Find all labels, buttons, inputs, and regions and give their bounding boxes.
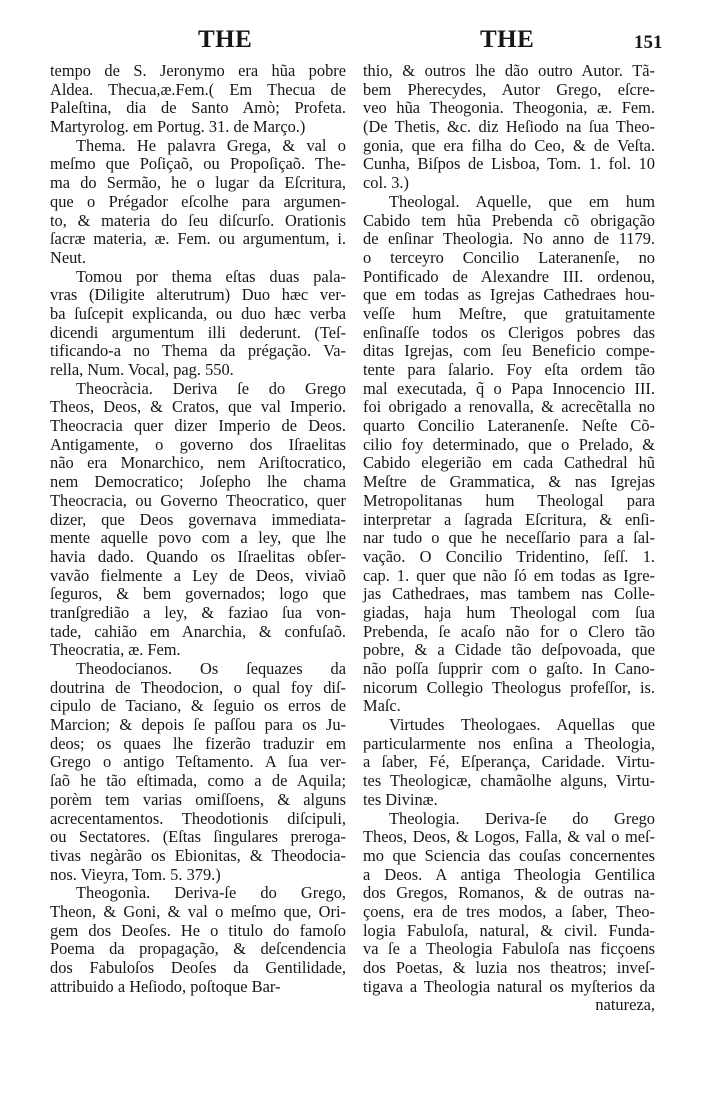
- text-line: Theon, & Goni, & val o meſmo que, Ori-: [50, 901, 346, 921]
- text-line: não era Monarchico, nem Ariſtocratico,: [50, 453, 346, 473]
- text-line: acrecentamentos. Theodotionis diſcipuli,: [50, 808, 346, 828]
- text-line: Metropolitanas hum Theologal para: [363, 490, 655, 510]
- text-line: ſacræ materia, æ. Fem. ou argumentum, i.: [50, 229, 346, 249]
- text-line: giadas, haja hum Theologal com ſua: [363, 602, 655, 622]
- text-line: va ſe a Theologia Fabuloſa nas ficçoens: [363, 939, 655, 959]
- text-line: nicorum Collegio Theologus profeſſor, is.: [363, 677, 655, 697]
- text-line: Marcion; & depois ſe paſſou para os Ju-: [50, 715, 346, 735]
- text-line: cap. 1. quer que não ſó em todas as Igre-: [363, 565, 655, 585]
- text-line: dicendi argumentum illi dederunt. (Teſ-: [50, 322, 346, 342]
- text-line: foi obrigado a renovalla, & acrecẽtalla no: [363, 397, 655, 417]
- text-line: ma do Sermão, he o lugar da Eſcritura,: [50, 173, 346, 193]
- text-line: que o Prégador eſcolhe para argumen-: [50, 191, 346, 211]
- text-line: cipulo de Taciano, & ſeguio os erros de: [50, 696, 346, 716]
- text-line: (De Thetis, &c. diz Heſiodo na ſua Theo-: [363, 117, 655, 137]
- text-line: Theocracia, ou Governo Theocratico, quer: [50, 490, 346, 510]
- text-line: mal executada, q̃ o Papa Innocencio III.: [363, 378, 655, 398]
- text-line: Theogonìa. Deriva-ſe do Grego,: [76, 883, 346, 903]
- text-line: Grego o antigo Teſtamento. A ſua ver-: [50, 752, 346, 772]
- text-line: não poſſa ſupprir com o gaſto. In Cano-: [363, 659, 655, 678]
- text-line: Theodocianos. Os ſequazes da: [76, 659, 346, 678]
- text-line: nem Democratico; Joſepho lhe chama: [50, 472, 346, 492]
- text-line: Theologia. Deriva-ſe do Grego: [389, 808, 655, 828]
- text-line: gem dos Deoſes. He o titulo do famoſo: [50, 920, 346, 940]
- text-line: veo hũa Theogonia. Theogonia, æ. Fem.: [363, 98, 655, 118]
- text-line: tivas negàrão os Ebionitas, & Theodocia-: [50, 845, 346, 865]
- text-line: Tomou por thema eſtas duas pala-: [76, 266, 346, 286]
- running-head-left: THE: [198, 26, 253, 53]
- text-line: jas Cathedraes, mas tambem nas Colle-: [363, 584, 655, 604]
- text-line: mo que Sciencia das couſas concernentes: [363, 845, 655, 865]
- text-line: nos. Vieyra, Tom. 5. 379.): [50, 864, 221, 884]
- text-line: tificando-a no Thema da prégação. Va-: [50, 341, 346, 361]
- text-line: veſſe hum Meſtre, que gratuitamente: [363, 303, 655, 323]
- text-line: ba ſuſcepit explicanda, ou duo hæc verba: [50, 303, 346, 323]
- text-line: Martyrolog. em Portug. 31. de Março.): [50, 117, 306, 137]
- text-line: Aldea. Thecua,æ.Fem.( Em Thecua de: [50, 79, 346, 99]
- text-line: Theocràcia. Deriva ſe do Grego: [76, 378, 346, 398]
- page-number: 151: [634, 32, 663, 53]
- text-line: meſmo que Poſiçaõ, ou Propoſiçaõ. The-: [50, 154, 346, 174]
- text-line: de enſinar Theologia. No anno de 1179.: [363, 229, 655, 249]
- text-line: particularmente nos enſina a Theologia,: [363, 733, 655, 753]
- text-line: tigava a Theologia natural os myſterios da: [363, 976, 655, 996]
- text-line: a Deos. A antiga Theologia Gentilica: [363, 864, 655, 884]
- text-line: col. 3.): [363, 173, 409, 193]
- text-line: pobre, & a Cidade tão deſpovoada, que: [363, 640, 655, 660]
- text-line: dos Gregos, Romanos, & de outras na-: [363, 883, 655, 903]
- text-line: interpretar a ſagrada Eſcritura, & enſi-: [363, 509, 655, 529]
- text-line: tente para ſalario. Foy eſta ordem tão: [363, 360, 655, 379]
- text-line: ou Sectatores. (Eſtas ſingulares preroga-: [50, 827, 346, 847]
- text-line: mente aquelle povo com a ley, que lhe: [50, 528, 346, 548]
- text-line: Theologal. Aquelle, que em hum: [389, 191, 655, 211]
- text-line: tranſgredião a ley, & faziao ſua von-: [50, 602, 346, 622]
- text-line: tempo de S. Jeronymo era hũa pobre: [50, 61, 346, 80]
- text-line: Meſtre de Grammatica, & nas Igrejas: [363, 472, 655, 492]
- text-line: nar tudo o que he neceſſario para a ſal-: [363, 528, 655, 548]
- text-line: thio, & outros lhe dão outro Autor. Tã-: [363, 61, 655, 80]
- text-line: Cunha, Biſpos de Lisboa, Tom. 1. fol. 10: [363, 154, 655, 174]
- text-line: bem Pherecydes, Autor Grego, eſcre-: [363, 79, 655, 99]
- text-line: porèm tem varias omiſſoens, & alguns: [50, 789, 346, 809]
- text-line: vação. O Concilio Tridentino, ſeſſ. 1.: [363, 546, 655, 566]
- text-line: a ſaber, Fé, Eſperança, Caridade. Virtu-: [363, 752, 655, 772]
- text-line: cilio foy determinado, que o Prelado, &: [363, 434, 655, 454]
- text-line: Theocratia, æ. Fem.: [50, 640, 181, 660]
- right-column: [363, 62, 655, 1015]
- text-line: Antigamente, o governo dos Iſraelitas: [50, 434, 346, 454]
- text-line: havia dado. Quando os Iſraelitas obſer-: [50, 546, 346, 566]
- text-line: dizer, que Deos governava immediata-: [50, 509, 346, 529]
- text-line: Cabido elegerião em cada Cathedral hũ: [363, 453, 655, 473]
- text-line: tade, cahião em Anarchia, & confuſaõ.: [50, 621, 346, 641]
- text-line: to, & materia do ſeu diſcurſo. Orationis: [50, 210, 346, 230]
- text-line: Theocracia quer dizer Imperio de Deos.: [50, 416, 346, 436]
- text-line: doutrina de Theodocion, o qual foy diſ-: [50, 677, 346, 697]
- text-line: deos; os quaes lhe fizerão traduzir em: [50, 733, 346, 753]
- text-line: ditas Igrejas, com ſeu Beneficio compe-: [363, 341, 655, 361]
- text-line: tes Divinæ.: [363, 789, 438, 809]
- text-line: Pontificado de Alexandre III. ordenou,: [363, 266, 655, 286]
- left-column: [50, 62, 346, 996]
- text-line: Paleſtina, dia de Santo Amò; Profeta.: [50, 98, 346, 118]
- text-line: vavão fielmente a Ley de Deos, viviaõ: [50, 565, 346, 585]
- text-line: natureza,: [595, 995, 655, 1015]
- text-line: o terceyro Concilio Lateranenſe, no: [363, 247, 655, 267]
- text-line: Cabido tem hũa Prebenda cõ obrigação: [363, 210, 655, 230]
- text-line: rella, Num. Vocal, pag. 550.: [50, 360, 234, 379]
- text-line: Theos, Deos, & Cratos, que val Imperio.: [50, 397, 346, 417]
- text-line: çoens, era de tres modos, a ſaber, Theo-: [363, 901, 655, 921]
- text-line: Prebenda, ſe acaſo não for o Clero tão: [363, 621, 655, 641]
- text-line: enſinaſſe todos os Clerigos pobres das: [363, 322, 655, 342]
- text-line: ſeguros, & bem governados; logo que: [50, 584, 346, 604]
- text-line: Neut.: [50, 247, 86, 267]
- text-line: dos Poetas, & luzia nos theatros; inveſ-: [363, 958, 655, 977]
- text-line: vras (Diligite alterutrum) Duo hæc ver-: [50, 285, 346, 305]
- text-line: que em todas as Igrejas Cathedraes hou-: [363, 285, 655, 305]
- text-line: logia Fabuloſa, natural, & civil. Funda-: [363, 920, 655, 940]
- text-line: gonia, que era filha do Ceo, & de Veſta.: [363, 135, 655, 155]
- text-line: Theos, Deos, & Logos, Falla, & val o meſ-: [363, 827, 655, 847]
- text-line: ſaõ he tão eſtimada, como a de Aquila;: [50, 771, 346, 791]
- text-line: tes Theologicæ, chamãolhe alguns, Virtu-: [363, 771, 655, 791]
- text-line: Thema. He palavra Grega, & val o: [76, 135, 346, 155]
- text-line: quarto Concilio Lateranenſe. Neſte Cõ-: [363, 416, 655, 436]
- text-line: attribuido a Heſiodo, poſtoque Bar-: [50, 976, 281, 996]
- text-line: Poema da propagação, & deſcendencia: [50, 939, 346, 959]
- text-line: Virtudes Theologaes. Aquellas que: [389, 715, 655, 735]
- text-line: dos Fabuloſos Deoſes da Gentilidade,: [50, 958, 346, 977]
- text-line: Maſc.: [363, 696, 401, 716]
- running-head-right: THE: [480, 26, 535, 53]
